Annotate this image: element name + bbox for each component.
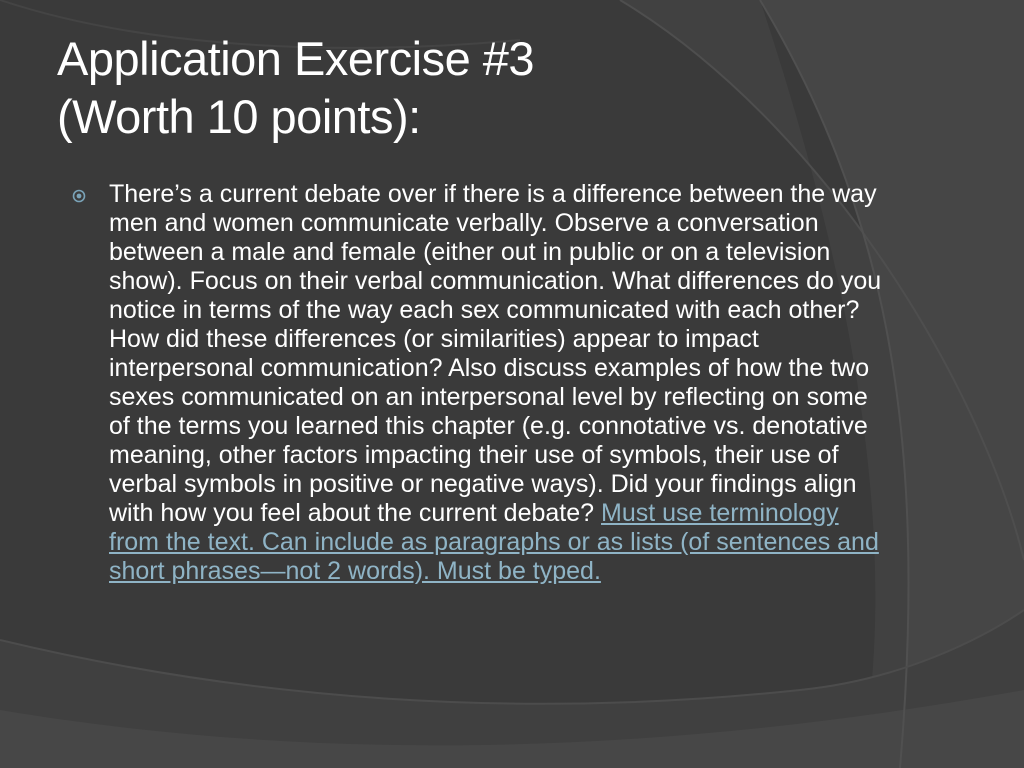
slide-title-line-2: (Worth 10 points): [57, 90, 421, 143]
slide-title-line-1: Application Exercise #3 [57, 32, 535, 85]
slide-title [57, 30, 957, 146]
bullet-list [72, 180, 892, 586]
requirements-link[interactable]: Must use terminology from the text. Can include as paragraphs or as lists (of sentences and short phrases—not 2 words). Must be typed. [109, 499, 879, 585]
circle-dot-bullet-icon [72, 189, 86, 203]
assignment-description: There’s a current debate over if there is a difference between the way men and women communicate verbally. Observe a conversation between a male and female (either out in public or on a television show). Focus on their verbal communication. What differences do you notice in terms of the way each sex communicated with each other? How did these differences (or similarities) appear to impact interpersonal communication? Also discuss examples of how the two sexes communicated on an interpersonal level by reflecting on some of the terms you learned this chapter (e.g. connotative vs. denotative meaning, other factors impacting their use of symbols, their use of verbal symbols in positive or negative ways). Did your findings align with how you feel about the current debate? [109, 180, 882, 527]
bullet-item-text [109, 180, 892, 586]
